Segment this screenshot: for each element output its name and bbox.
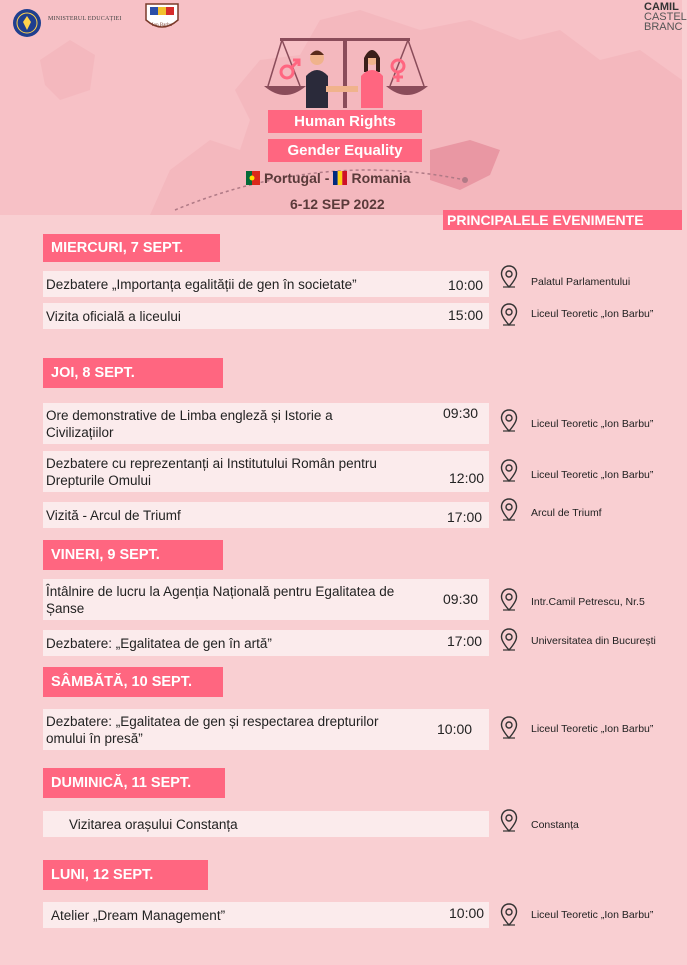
day-header-duminica: DUMINICĂ, 11 SEPT. [43,768,225,798]
event-title: Dezbatere „Importanța egalității de gen în societate” [46,276,357,292]
government-crest-icon [12,8,42,38]
event-title: Întâlnire de lucru la Agenția Națională pentru Egalitatea de Șanse [46,583,395,616]
location-pin-icon [500,459,518,483]
event-row [43,579,489,620]
event-row [43,271,489,297]
event-location: Liceul Teoretic „Ion Barbu” [531,909,654,921]
event-location: Palatul Parlamentului [531,276,631,288]
event-location: Constanța [531,819,579,831]
event-location: Arcul de Triumf [531,507,602,519]
school-logo-text: Ion Barbu [151,23,173,28]
event-time: 12:00 [449,470,485,486]
banner-gender-equality: Gender Equality [268,139,422,162]
portugal-flag-icon [246,171,260,185]
day-header-joi: JOI, 8 SEPT. [43,358,223,388]
event-time: 10:00 [448,277,484,293]
romania-flag-icon [333,171,347,185]
event-row [43,902,489,928]
event-time: 09:30 [443,591,479,607]
location-pin-icon [500,588,518,612]
location-pin-icon [500,303,518,327]
event-title: Vizita oficială a liceului [46,308,181,324]
event-title: Dezbatere cu reprezentanți ai Institutului Român pentru Drepturile Omului [46,455,377,488]
event-dates: 6-12 SEP 2022 [290,196,385,212]
location-pin-icon [500,903,518,927]
camil-logo [644,1,687,33]
location-pin-icon [500,716,518,740]
country-portugal: Portugal [264,170,321,186]
events-title: PRINCIPALELE EVENIMENTE [443,210,682,230]
day-header-miercuri: MIERCURI, 7 SEPT. [43,234,220,262]
event-location: Liceul Teoretic „Ion Barbu” [531,469,654,481]
day-header-sambata: SÂMBĂTĂ, 10 SEPT. [43,667,223,697]
country-separator: - [324,170,330,186]
event-title: Vizită - Arcul de Triumf [46,507,181,523]
camil-logo-line-2: CASTEL [644,11,687,23]
event-row [43,811,489,837]
gender-scale-illustration [262,28,428,110]
event-title: Atelier „Dream Management” [51,907,226,923]
event-location: Intr.Camil Petrescu, Nr.5 [531,596,645,608]
location-pin-icon [500,628,518,652]
event-location: Universitatea din București [531,635,656,647]
event-title: Dezbatere: „Egalitatea de gen în artă” [46,635,272,651]
banner-human-rights: Human Rights [268,110,422,133]
event-row [43,502,489,528]
event-location: Liceul Teoretic „Ion Barbu” [531,418,654,430]
location-pin-icon [500,265,518,289]
event-row [43,709,489,750]
event-time: 15:00 [448,307,484,323]
countries-line [246,168,446,188]
event-title: Vizitarea orașului Constanța [69,816,238,832]
event-row [43,451,489,492]
event-row [43,630,489,656]
school-logo [142,0,182,34]
camil-logo-line-3: BRANC [644,21,683,33]
event-time: 10:00 [449,905,485,921]
event-location: Liceul Teoretic „Ion Barbu” [531,308,654,320]
event-time: 10:00 [437,721,473,737]
event-title: Ore demonstrative de Limba engleză și Istorie a Civilizațiilor [46,407,333,440]
location-pin-icon [500,409,518,433]
day-header-vineri: VINERI, 9 SEPT. [43,540,223,570]
event-time: 17:00 [447,509,483,525]
country-romania: Romania [351,170,411,186]
header-background [0,0,687,215]
event-location: Liceul Teoretic „Ion Barbu” [531,723,654,735]
event-row [43,303,489,329]
ministry-name: MINISTERUL EDUCAȚIEI [48,16,122,22]
event-title: Dezbatere: „Egalitatea de gen și respectarea drepturilor omului în presă” [46,713,379,746]
day-header-luni: LUNI, 12 SEPT. [43,860,208,890]
location-pin-icon [500,809,518,833]
camil-logo-line-1: CAMIL [644,1,679,13]
event-row [43,403,489,444]
event-time: 17:00 [447,633,483,649]
location-pin-icon [500,498,518,522]
event-time: 09:30 [443,405,479,421]
